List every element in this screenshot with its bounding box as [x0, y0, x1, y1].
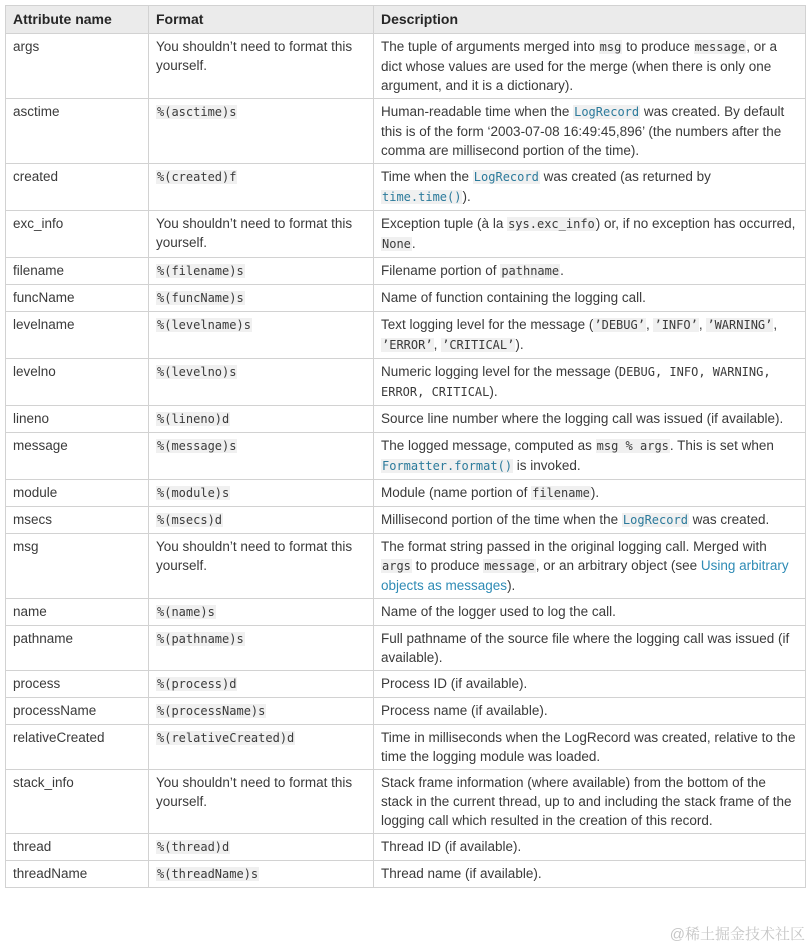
code-span: message — [694, 40, 746, 54]
code-span: ’DEBUG’ — [594, 318, 645, 332]
format-cell — [149, 285, 374, 312]
description-cell: Process name (if available). — [374, 698, 806, 725]
table-body — [6, 34, 806, 888]
code-span: %(lineno)d — [157, 412, 230, 426]
code-span: filename — [532, 486, 590, 500]
table-row — [6, 164, 806, 211]
code-span: message — [484, 559, 535, 573]
table-row — [6, 534, 806, 599]
table-row — [6, 861, 806, 888]
format-cell — [149, 834, 374, 861]
description-cell: The tuple of arguments merged into msg to produce message, or a dict whose values are used for the merge (when there is only one argument, and it is a dictionary). — [374, 34, 806, 99]
description-cell: Stack frame information (where available) from the bottom of the stack in the current thread, up to and including the stack frame of the logging call which resulted in the creation of this record. — [374, 770, 806, 834]
doc-link[interactable]: Using arbitrary objects as messages — [381, 558, 789, 593]
format-cell — [149, 671, 374, 698]
code-span: ’WARNING’ — [707, 318, 773, 332]
attribute-cell: filename — [6, 258, 149, 285]
logrecord-attributes-table — [5, 5, 806, 888]
attribute-cell: thread — [6, 834, 149, 861]
description-cell: Name of the logger used to log the call. — [374, 599, 806, 626]
attribute-cell: args — [6, 34, 149, 99]
attribute-cell: asctime — [6, 99, 149, 164]
format-cell — [149, 312, 374, 359]
attribute-cell: process — [6, 671, 149, 698]
code-span: ’INFO’ — [654, 318, 698, 332]
table-row — [6, 507, 806, 534]
format-cell: You shouldn’t need to format this yourself. — [149, 534, 374, 599]
description-cell: Process ID (if available). — [374, 671, 806, 698]
attribute-cell: funcName — [6, 285, 149, 312]
table-row — [6, 34, 806, 99]
code-span: %(relativeCreated)d — [157, 731, 295, 745]
attribute-cell: pathname — [6, 626, 149, 671]
code-span: %(message)s — [157, 439, 237, 453]
col-header-description: Description — [374, 6, 806, 34]
format-cell — [149, 698, 374, 725]
table-row — [6, 285, 806, 312]
code-span: %(levelname)s — [157, 318, 251, 332]
description-cell: Module (name portion of filename). — [374, 480, 806, 507]
format-cell — [149, 433, 374, 480]
description-cell: Source line number where the logging call was issued (if available). — [374, 406, 806, 433]
attribute-cell: processName — [6, 698, 149, 725]
code-span: %(msecs)d — [157, 513, 223, 527]
table-row — [6, 626, 806, 671]
code-link[interactable]: LogRecord — [622, 513, 688, 527]
col-header-attribute-name: Attribute name — [6, 6, 149, 34]
description-cell: Numeric logging level for the message (DEBUG, INFO, WARNING, ERROR, CRITICAL). — [374, 359, 806, 406]
table-row — [6, 312, 806, 359]
format-cell — [149, 599, 374, 626]
code-span: args — [382, 559, 411, 573]
table-row — [6, 599, 806, 626]
table-row — [6, 406, 806, 433]
code-span: %(pathname)s — [157, 632, 244, 646]
format-cell: You shouldn’t need to format this yourself. — [149, 211, 374, 258]
attribute-cell: module — [6, 480, 149, 507]
attribute-cell: exc_info — [6, 211, 149, 258]
code-link[interactable]: LogRecord — [473, 170, 539, 184]
format-cell: You shouldn’t need to format this yourself. — [149, 770, 374, 834]
description-cell: Thread name (if available). — [374, 861, 806, 888]
attribute-cell: msecs — [6, 507, 149, 534]
format-cell — [149, 258, 374, 285]
code-span: %(threadName)s — [157, 867, 259, 881]
code-span: ’ERROR’ — [382, 338, 433, 352]
code-span: %(asctime)s — [157, 105, 237, 119]
table-row — [6, 725, 806, 770]
description-cell: Name of function containing the logging call. — [374, 285, 806, 312]
description-cell: Filename portion of pathname. — [374, 258, 806, 285]
format-cell — [149, 480, 374, 507]
code-span: msg % args — [596, 439, 669, 453]
code-span: %(levelno)s — [157, 365, 237, 379]
table-row — [6, 671, 806, 698]
header-row — [6, 6, 806, 34]
attribute-cell: relativeCreated — [6, 725, 149, 770]
code-span: %(thread)d — [157, 840, 230, 854]
table-row — [6, 770, 806, 834]
code-span: %(module)s — [157, 486, 230, 500]
table-row — [6, 698, 806, 725]
col-header-format: Format — [149, 6, 374, 34]
attribute-cell: message — [6, 433, 149, 480]
attribute-cell: threadName — [6, 861, 149, 888]
format-cell — [149, 507, 374, 534]
attribute-cell: stack_info — [6, 770, 149, 834]
format-cell: You shouldn’t need to format this yourself. — [149, 34, 374, 99]
table-row — [6, 211, 806, 258]
description-cell: The logged message, computed as msg % args. This is set when Formatter.format() is invoked. — [374, 433, 806, 480]
description-cell: Human-readable time when the LogRecord was created. By default this is of the form ‘2003-07-08 16:49:45,896’ (the numbers after the comma are millisecond portion of the time). — [374, 99, 806, 164]
format-cell — [149, 164, 374, 211]
format-cell — [149, 725, 374, 770]
table-row — [6, 834, 806, 861]
attribute-cell: msg — [6, 534, 149, 599]
code-span: %(processName)s — [157, 704, 266, 718]
table-row — [6, 433, 806, 480]
code-span: %(filename)s — [157, 264, 244, 278]
description-cell: Time in milliseconds when the LogRecord was created, relative to the time the logging module was loaded. — [374, 725, 806, 770]
table-row — [6, 480, 806, 507]
code-span: None — [382, 237, 411, 251]
format-cell — [149, 99, 374, 164]
table-row — [6, 359, 806, 406]
code-span: pathname — [501, 264, 560, 278]
description-cell: Text logging level for the message (’DEBUG’, ’INFO’, ’WARNING’, ’ERROR’, ’CRITICAL’). — [374, 312, 806, 359]
attribute-cell: lineno — [6, 406, 149, 433]
description-cell: Thread ID (if available). — [374, 834, 806, 861]
code-span: %(process)d — [157, 677, 237, 691]
description-cell: Exception tuple (à la sys.exc_info) or, if no exception has occurred, None. — [374, 211, 806, 258]
attribute-cell: name — [6, 599, 149, 626]
format-cell — [149, 626, 374, 671]
code-span: %(created)f — [157, 170, 237, 184]
code-span: sys.exc_info — [508, 217, 595, 231]
code-link[interactable]: Formatter.format() — [382, 459, 513, 473]
description-cell: The format string passed in the original logging call. Merged with args to produce message, or an arbitrary object (see Using arbitrary objects as messages). — [374, 534, 806, 599]
attribute-cell: created — [6, 164, 149, 211]
format-cell — [149, 359, 374, 406]
code-span: ’CRITICAL’ — [442, 338, 515, 352]
code-span: %(funcName)s — [157, 291, 244, 305]
code-link[interactable]: LogRecord — [574, 105, 640, 119]
code-span: %(name)s — [157, 605, 215, 619]
attribute-cell: levelno — [6, 359, 149, 406]
description-cell: Time when the LogRecord was created (as returned by time.time()). — [374, 164, 806, 211]
code-span: msg — [599, 40, 622, 54]
attribute-cell: levelname — [6, 312, 149, 359]
watermark: @稀土掘金技术社区 — [669, 926, 805, 943]
format-cell — [149, 406, 374, 433]
description-cell: Millisecond portion of the time when the LogRecord was created. — [374, 507, 806, 534]
description-cell: Full pathname of the source file where the logging call was issued (if available). — [374, 626, 806, 671]
table-row — [6, 258, 806, 285]
format-cell — [149, 861, 374, 888]
mono-span: DEBUG, INFO, WARNING, ERROR, CRITICAL — [381, 365, 771, 399]
code-link[interactable]: time.time() — [382, 190, 462, 204]
table-row — [6, 99, 806, 164]
